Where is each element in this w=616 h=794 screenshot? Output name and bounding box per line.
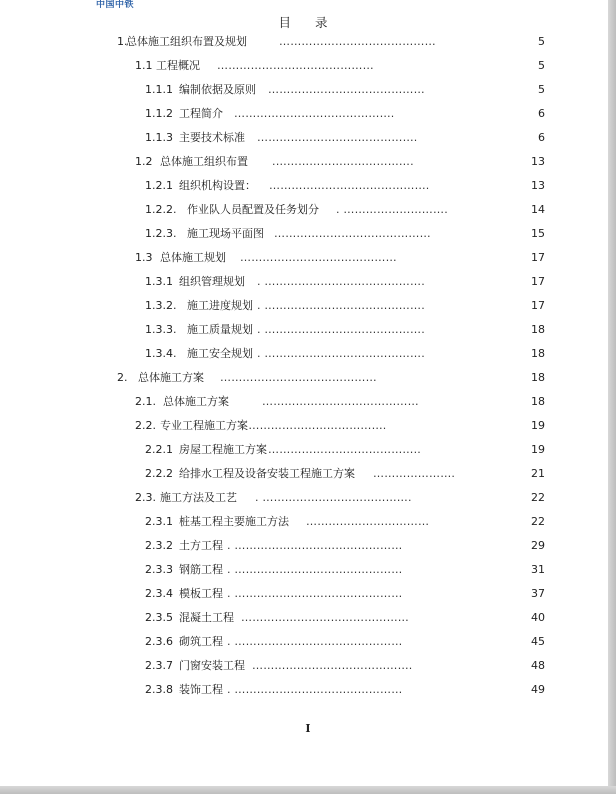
toc-title: 装饰工程 <box>179 683 223 696</box>
toc-number: 2.3.4 <box>145 587 173 600</box>
toc-page-number: 5 <box>538 35 545 48</box>
toc-entry[interactable] <box>145 682 545 698</box>
toc-page-number: 6 <box>538 131 545 144</box>
toc-leader-dots: …………………………… <box>306 515 430 528</box>
toc-page-number: 13 <box>531 155 545 168</box>
toc-page-number: 17 <box>531 299 545 312</box>
toc-page-number: 14 <box>531 203 545 216</box>
toc-number: 1.3.3. <box>145 323 177 336</box>
toc-title: 给排水工程及设备安装工程施工方案 <box>179 467 355 480</box>
toc-title: 施工质量规划 <box>187 323 253 336</box>
toc-page-number: 18 <box>531 347 545 360</box>
toc-number: 2.3. <box>135 491 156 504</box>
toc-number: 1.3.2. <box>145 299 177 312</box>
toc-title: 专业工程施工方案 <box>160 419 248 432</box>
toc-leader-dots: …………………………………… <box>274 227 431 240</box>
toc-leader-dots: . ………………………. <box>336 203 448 216</box>
toc-title: 总体施工组织布置及规划 <box>126 35 247 48</box>
toc-page-number: 37 <box>531 587 545 600</box>
toc-leader-dots: ……………………………………. <box>257 131 418 144</box>
toc-page-number: 18 <box>531 323 545 336</box>
toc-leader-dots: . ……………………………………… <box>227 539 403 552</box>
toc-number: 2.3.3 <box>145 563 173 576</box>
toc-leader-dots: . ……………………………………… <box>227 563 403 576</box>
toc-title: 总体施工方案 <box>138 371 204 384</box>
toc-page-number: 31 <box>531 563 545 576</box>
toc-entry[interactable] <box>145 178 545 194</box>
toc-number: 2.3.8 <box>145 683 173 696</box>
toc-number: 2.2. <box>135 419 156 432</box>
toc-page-number: 5 <box>538 59 545 72</box>
toc-page-number: 40 <box>531 611 545 624</box>
toc-entry[interactable] <box>135 58 545 74</box>
toc-entry[interactable] <box>145 274 545 290</box>
toc-number: 1.3.1 <box>145 275 173 288</box>
toc-leader-dots: . ……………………………………. <box>257 323 425 336</box>
toc-entry[interactable] <box>145 130 545 146</box>
toc-number: 1.2.3. <box>145 227 177 240</box>
toc-title: 模板工程 <box>179 587 223 600</box>
page-number: I <box>305 722 311 735</box>
toc-page-number: 19 <box>531 443 545 456</box>
toc-entry[interactable] <box>145 658 545 674</box>
toc-page-number: 15 <box>531 227 545 240</box>
toc-entry[interactable] <box>117 34 545 50</box>
toc-title: 总体施工规划 <box>160 251 226 264</box>
toc-title: 砌筑工程 <box>179 635 223 648</box>
toc-entry[interactable] <box>145 442 545 458</box>
toc-leader-dots: . …………………………………. <box>255 491 412 504</box>
toc-number: 2.3.5 <box>145 611 173 624</box>
toc-entry[interactable] <box>135 154 545 170</box>
toc-title: 作业队人员配置及任务划分 <box>187 203 319 216</box>
toc-entry[interactable] <box>145 634 545 650</box>
toc-leader-dots: . ……………………………………… <box>227 635 403 648</box>
toc-leader-dots: …………………. <box>373 467 456 480</box>
toc-page-number: 5 <box>538 83 545 96</box>
toc-number: 2.2.1 <box>145 443 173 456</box>
toc-page-number: 49 <box>531 683 545 696</box>
toc-title: 施工现场平面图 <box>187 227 264 240</box>
toc-title: 桩基工程主要施工方法 <box>179 515 289 528</box>
toc-entry[interactable] <box>145 226 545 242</box>
toc-entry[interactable] <box>135 490 545 506</box>
toc-title: 钢筋工程 <box>179 563 223 576</box>
toc-number: 1.1.3 <box>145 131 173 144</box>
toc-number: 1.2.1 <box>145 179 173 192</box>
toc-leader-dots: …………………………………… <box>279 35 436 48</box>
toc-title: 工程简介 <box>179 107 223 120</box>
toc-number: 2.1. <box>135 395 156 408</box>
toc-leader-dots: ……………………………………. <box>234 107 395 120</box>
toc-page-number: 17 <box>531 275 545 288</box>
toc-number: 2.3.6 <box>145 635 173 648</box>
toc-leader-dots: . ……………………………………. <box>257 347 425 360</box>
toc-page-number: 18 <box>531 395 545 408</box>
toc-leader-dots: …………………………………… <box>220 371 377 384</box>
toc-leader-dots: …………………………………… <box>240 251 397 264</box>
toc-leader-dots: . ……………………………………. <box>257 299 425 312</box>
toc-number: 1. <box>117 35 128 48</box>
toc-number: 2. <box>117 371 128 384</box>
toc-number: 1.1.1 <box>145 83 173 96</box>
toc-title: 组织管理规划 <box>179 275 245 288</box>
toc-number: 1.1.2 <box>145 107 173 120</box>
toc-number: 1.2.2. <box>145 203 177 216</box>
page-edge-bottom <box>0 786 616 794</box>
toc-leader-dots: ……………………………………. <box>252 659 413 672</box>
toc-title: 房屋工程施工方案 <box>179 443 267 456</box>
toc-page-number: 17 <box>531 251 545 264</box>
toc-leader-dots: …………………………………… <box>262 395 419 408</box>
toc-entry[interactable] <box>145 346 545 362</box>
toc-leader-dots: . ……………………………………… <box>227 683 403 696</box>
toc-number: 2.3.2 <box>145 539 173 552</box>
toc-number: 1.3 <box>135 251 153 264</box>
toc-page-number: 45 <box>531 635 545 648</box>
toc-leader-dots: . ……………………………………… <box>227 587 403 600</box>
toc-entry[interactable] <box>145 562 545 578</box>
toc-leader-dots: ……………………………………… <box>241 611 409 624</box>
toc-entry[interactable] <box>145 514 545 530</box>
toc-page-number: 22 <box>531 515 545 528</box>
toc-entry[interactable] <box>145 202 545 218</box>
toc-title: 总体施工组织布置 <box>160 155 248 168</box>
company-logo: 中国中铁 <box>96 0 135 10</box>
page-title: 目 录 <box>278 15 338 30</box>
toc-leader-dots: .………………………………. <box>272 155 414 168</box>
toc-page-number: 19 <box>531 419 545 432</box>
toc-entry[interactable] <box>135 250 545 266</box>
toc-title: 总体施工方案 <box>163 395 229 408</box>
toc-title: 组织机构设置： <box>179 179 256 192</box>
toc-entry[interactable] <box>145 298 545 314</box>
toc-title: 门窗安装工程 <box>179 659 245 672</box>
toc-title: 施工方法及工艺 <box>160 491 237 504</box>
toc-entry[interactable] <box>117 370 545 386</box>
page-edge-right <box>608 0 616 794</box>
toc-page-number: 6 <box>538 107 545 120</box>
toc-number: 1.3.4. <box>145 347 177 360</box>
toc-page-number: 13 <box>531 179 545 192</box>
toc-entry[interactable] <box>145 82 545 98</box>
toc-entry[interactable] <box>145 586 545 602</box>
toc-number: 2.3.7 <box>145 659 173 672</box>
toc-leader-dots: …………………………………… <box>268 83 425 96</box>
toc-entry[interactable] <box>135 418 545 434</box>
toc-page-number: 48 <box>531 659 545 672</box>
toc-leader-dots: . ………………………………. <box>241 419 387 432</box>
toc-number: 1.1 <box>135 59 153 72</box>
toc-title: 编制依据及原则 <box>179 83 256 96</box>
toc-title: 主要技术标准 <box>179 131 245 144</box>
toc-title: 土方工程 <box>179 539 223 552</box>
toc-entry[interactable] <box>145 610 545 626</box>
toc-leader-dots: ………………………………….. <box>268 443 421 456</box>
toc-page-number: 29 <box>531 539 545 552</box>
toc-leader-dots: …………………………………… <box>217 59 374 72</box>
toc-page-number: 18 <box>531 371 545 384</box>
toc-number: 2.2.2 <box>145 467 173 480</box>
toc-title: 工程概况 <box>156 59 200 72</box>
toc-page-number: 22 <box>531 491 545 504</box>
toc-leader-dots: ……………………………………. <box>269 179 430 192</box>
toc-entry[interactable] <box>145 466 545 482</box>
toc-entry[interactable] <box>145 106 545 122</box>
toc-leader-dots: . ……………………………………. <box>257 275 425 288</box>
toc-page-number: 21 <box>531 467 545 480</box>
toc-number: 2.3.1 <box>145 515 173 528</box>
toc-entry[interactable] <box>135 394 545 410</box>
toc-entry[interactable] <box>145 538 545 554</box>
toc-title: 混凝土工程 <box>179 611 234 624</box>
toc-title: 施工安全规划 <box>187 347 253 360</box>
toc-entry[interactable] <box>145 322 545 338</box>
toc-title: 施工进度规划 <box>187 299 253 312</box>
toc-number: 1.2 <box>135 155 153 168</box>
